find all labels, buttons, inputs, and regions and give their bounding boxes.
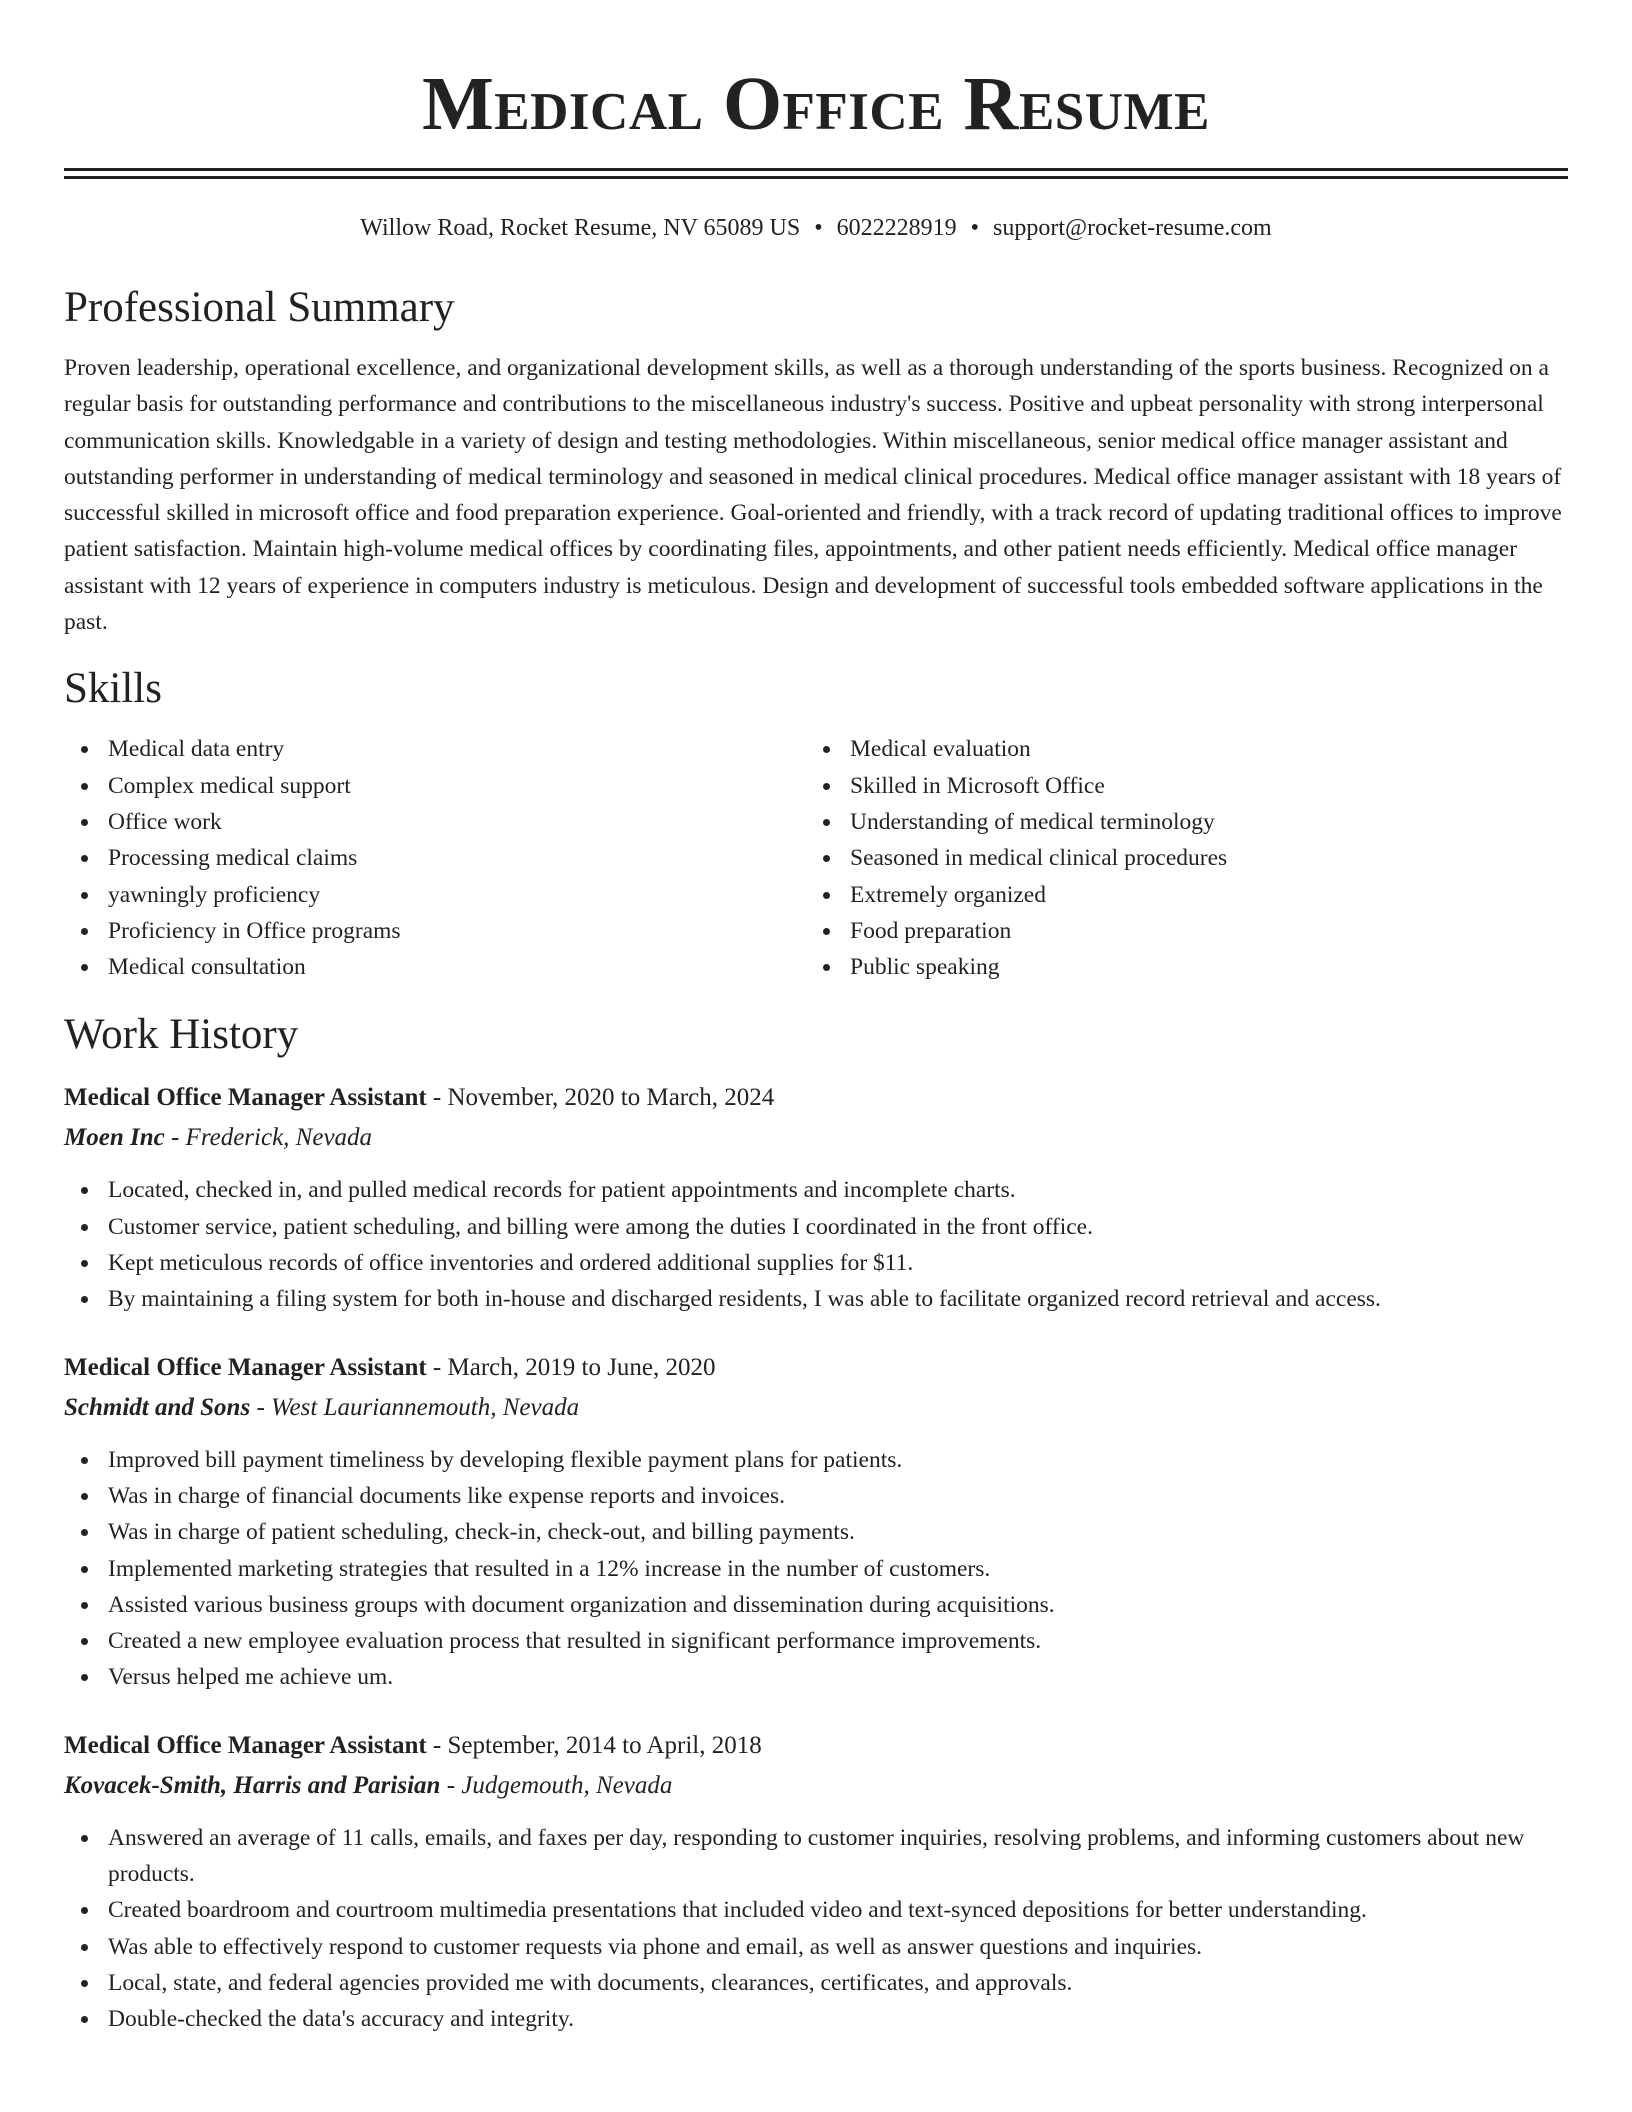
- resume-title: Medical Office Resume: [422, 62, 1210, 146]
- job-title-line: [64, 1080, 1568, 1116]
- job-bullet: By maintaining a filing system for both in-house and discharged residents, I was able to facilitate organized record retrieval and access.: [64, 1281, 1568, 1317]
- job-company-line: [64, 1390, 1568, 1426]
- title-divider-thick: [64, 168, 1568, 171]
- skill-item: Proficiency in Office programs: [64, 913, 806, 949]
- skill-item: Medical evaluation: [806, 731, 1548, 767]
- skill-item: Public speaking: [806, 949, 1548, 985]
- skill-item: Understanding of medical terminology: [806, 804, 1548, 840]
- job-bullet: Assisted various business groups with document organization and dissemination during acquisitions.: [64, 1587, 1568, 1623]
- skill-item: Skilled in Microsoft Office: [806, 768, 1548, 804]
- job-bullet: Was in charge of patient scheduling, check-in, check-out, and billing payments.: [64, 1514, 1568, 1550]
- job-bullet: Answered an average of 11 calls, emails, and faxes per day, responding to customer inquiries, resolving problems, and informing customers about new products.: [64, 1820, 1568, 1893]
- job-bullet: Was able to effectively respond to customer requests via phone and email, as well as answer questions and inquiries.: [64, 1929, 1568, 1965]
- job-location: - Frederick, Nevada: [164, 1124, 373, 1152]
- job-location: - West Lauriannemouth, Nevada: [250, 1393, 580, 1421]
- job-bullet: Implemented marketing strategies that resulted in a 12% increase in the number of customers.: [64, 1551, 1568, 1587]
- job-title: Medical Office Manager Assistant: [64, 1084, 427, 1112]
- job-bullets: [64, 1172, 1568, 1317]
- job-title: Medical Office Manager Assistant: [64, 1731, 427, 1759]
- skill-item: Complex medical support: [64, 768, 806, 804]
- job-bullet: Was in charge of financial documents like expense reports and invoices.: [64, 1478, 1568, 1514]
- summary-text: Proven leadership, operational excellence, and organizational development skills, as well as a thorough understanding of the sports business. Recognized on a regular basis for outstanding performance and contributions to the miscellaneous industry's success. Positive and upbeat personality with strong interpersonal communication skills. Knowledgable in a variety of design and testing methodologies. Within miscellaneous, senior medical office manager assistant and outstanding performer in understanding of medical terminology and seasoned in medical clinical procedures. Medical office manager assistant with 18 years of successful skilled in microsoft office and food preparation experience. Goal-oriented and friendly, with a track record of updating traditional offices to improve patient satisfaction. Maintain high-volume medical offices by coordinating files, appointments, and other patient needs efficiently. Medical office manager assistant with 12 years of experience in computers industry is meticulous. Design and development of successful tools embedded software applications in the past.: [64, 355, 1562, 636]
- job-dates: - November, 2020 to March, 2024: [426, 1084, 775, 1112]
- job-location: - Judgemouth, Nevada: [440, 1771, 673, 1799]
- contact-email: support@rocket-resume.com: [993, 215, 1272, 241]
- job-dates: - September, 2014 to April, 2018: [426, 1731, 762, 1759]
- job-bullet: Improved bill payment timeliness by developing flexible payment plans for patients.: [64, 1442, 1568, 1478]
- skill-item: Seasoned in medical clinical procedures: [806, 840, 1548, 876]
- title-divider-thin: [64, 176, 1568, 179]
- job-dates: - March, 2019 to June, 2020: [426, 1353, 716, 1381]
- contact-separator: •: [970, 215, 980, 241]
- skill-item: Office work: [64, 804, 806, 840]
- work-history-heading: Work History: [64, 1011, 299, 1059]
- skill-item: Medical data entry: [64, 731, 806, 767]
- job-company-line: [64, 1768, 1568, 1804]
- skills-left-list: [64, 731, 806, 985]
- job-entry: [64, 1080, 1568, 1317]
- skill-item: Extremely organized: [806, 877, 1548, 913]
- job-company-line: [64, 1120, 1568, 1156]
- skill-item: Food preparation: [806, 913, 1548, 949]
- job-bullet: Customer service, patient scheduling, and billing were among the duties I coordinated in the front office.: [64, 1209, 1568, 1245]
- job-bullets: [64, 1820, 1568, 2038]
- contact-address: Willow Road, Rocket Resume, NV 65089 US: [360, 215, 801, 241]
- contact-separator: •: [814, 215, 823, 241]
- summary-heading: Professional Summary: [64, 284, 455, 331]
- skills-columns: [64, 731, 1568, 985]
- job-bullet: Kept meticulous records of office inventories and ordered additional supplies for $11.: [64, 1245, 1568, 1281]
- contact-phone: 6022228919: [836, 215, 957, 241]
- job-title-line: [64, 1350, 1568, 1386]
- job-title: Medical Office Manager Assistant: [64, 1353, 427, 1381]
- contact-line: [64, 213, 1568, 243]
- job-bullet: Versus helped me achieve um.: [64, 1659, 1568, 1695]
- skill-item: Medical consultation: [64, 949, 806, 985]
- skill-item: Processing medical claims: [64, 840, 806, 876]
- skill-item: yawningly proficiency: [64, 877, 806, 913]
- job-bullets: [64, 1442, 1568, 1696]
- job-company: Schmidt and Sons: [64, 1393, 251, 1421]
- job-company: Kovacek-Smith, Harris and Parisian: [64, 1771, 441, 1799]
- resume-page: [64, 0, 1568, 2038]
- job-entry: [64, 1350, 1568, 1696]
- skills-right-list: [806, 731, 1548, 985]
- skills-heading: Skills: [64, 665, 162, 713]
- job-bullet: Local, state, and federal agencies provided me with documents, clearances, certificates, and approvals.: [64, 1965, 1568, 2001]
- job-bullet: Located, checked in, and pulled medical records for patient appointments and incomplete charts.: [64, 1172, 1568, 1208]
- job-bullet: Created boardroom and courtroom multimedia presentations that included video and text-synced depositions for better understanding.: [64, 1892, 1568, 1928]
- job-entry: [64, 1728, 1568, 2038]
- job-bullet: Created a new employee evaluation process that resulted in significant performance improvements.: [64, 1623, 1568, 1659]
- job-company: Moen Inc: [64, 1124, 165, 1152]
- job-title-line: [64, 1728, 1568, 1764]
- job-bullet: Double-checked the data's accuracy and integrity.: [64, 2001, 1568, 2037]
